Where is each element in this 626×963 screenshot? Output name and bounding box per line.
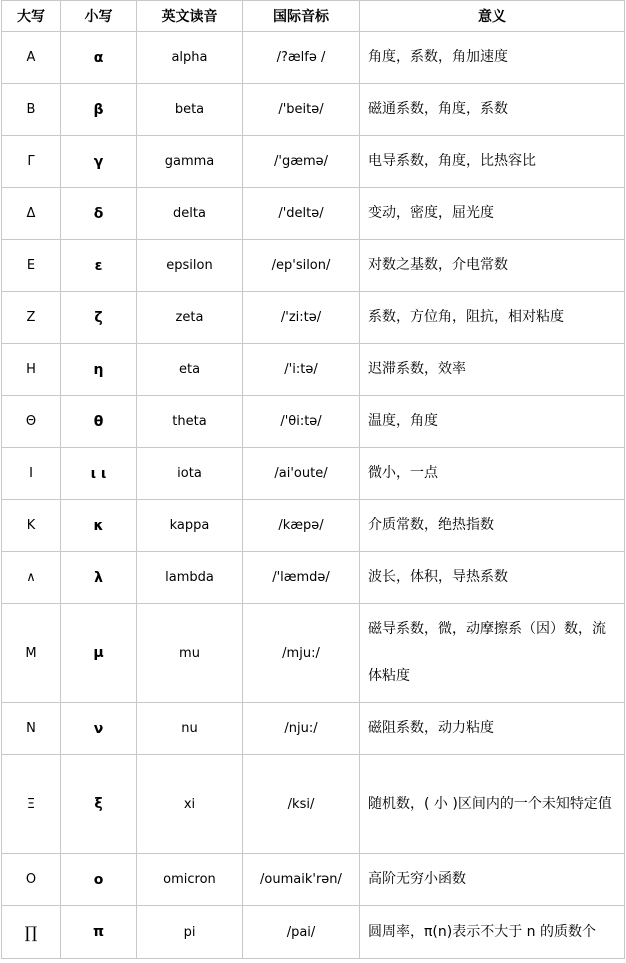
uppercase-cell: Θ [2,396,61,448]
table-row [2,604,625,703]
table-row [2,292,625,344]
ipa-cell: /mju:/ [243,604,360,703]
lowercase-cell: θ [61,396,137,448]
english-name-cell: lambda [137,552,243,604]
english-name-cell: kappa [137,500,243,552]
table-row [2,448,625,500]
ipa-cell: /kæpə/ [243,500,360,552]
uppercase-cell: M [2,604,61,703]
table-row [2,755,625,854]
meaning-cell: 变动，密度，屈光度 [360,188,625,240]
ipa-cell: /'i:tə/ [243,344,360,396]
ipa-cell: /oumaik'rən/ [243,854,360,906]
ipa-cell: /nju:/ [243,703,360,755]
uppercase-cell: K [2,500,61,552]
english-name-cell: zeta [137,292,243,344]
table-row [2,854,625,906]
meaning-cell: 对数之基数，介电常数 [360,240,625,292]
meaning-cell: 磁导系数，微，动摩擦系（因）数，流体粘度 [360,604,625,703]
lowercase-cell: κ [61,500,137,552]
ipa-cell: /?ælfə / [243,32,360,84]
header-lowercase: 小写 [61,1,137,32]
english-name-cell: nu [137,703,243,755]
uppercase-cell: ∧ [2,552,61,604]
table-row [2,906,625,959]
meaning-cell: 系数，方位角，阻抗，相对粘度 [360,292,625,344]
meaning-cell: 介质常数，绝热指数 [360,500,625,552]
meaning-cell: 圆周率，π(n)表示不大于 n 的质数个 [360,906,625,959]
lowercase-cell: ι ι [61,448,137,500]
lowercase-cell: ε [61,240,137,292]
table-row [2,552,625,604]
table-row [2,396,625,448]
table-row [2,703,625,755]
meaning-cell: 磁阻系数，动力粘度 [360,703,625,755]
table-row [2,84,625,136]
lowercase-cell: δ [61,188,137,240]
header-english-name: 英文读音 [137,1,243,32]
lowercase-cell: ξ [61,755,137,854]
lowercase-cell: π [61,906,137,959]
english-name-cell: gamma [137,136,243,188]
english-name-cell: delta [137,188,243,240]
lowercase-cell: ο [61,854,137,906]
lowercase-cell: γ [61,136,137,188]
uppercase-cell: B [2,84,61,136]
ipa-cell: /ksi/ [243,755,360,854]
english-name-cell: omicron [137,854,243,906]
meaning-cell: 电导系数，角度，比热容比 [360,136,625,188]
ipa-cell: /ai'oute/ [243,448,360,500]
table-row [2,500,625,552]
header-row [2,1,625,32]
header-meaning: 意义 [360,1,625,32]
uppercase-cell: Z [2,292,61,344]
meaning-cell: 迟滞系数，效率 [360,344,625,396]
header-uppercase: 大写 [2,1,61,32]
uppercase-cell: Δ [2,188,61,240]
uppercase-cell: O [2,854,61,906]
ipa-cell: /'gæmə/ [243,136,360,188]
meaning-cell: 角度，系数，角加速度 [360,32,625,84]
ipa-cell: /'beitə/ [243,84,360,136]
uppercase-cell: A [2,32,61,84]
english-name-cell: mu [137,604,243,703]
table-row [2,188,625,240]
uppercase-cell: N [2,703,61,755]
uppercase-cell: I [2,448,61,500]
uppercase-cell: H [2,344,61,396]
english-name-cell: xi [137,755,243,854]
ipa-cell: /'θi:tə/ [243,396,360,448]
meaning-cell: 微小，一点 [360,448,625,500]
meaning-cell: 随机数，( 小 )区间内的一个未知特定值 [360,755,625,854]
ipa-cell: /'deltə/ [243,188,360,240]
uppercase-cell: E [2,240,61,292]
lowercase-cell: β [61,84,137,136]
english-name-cell: iota [137,448,243,500]
english-name-cell: alpha [137,32,243,84]
uppercase-cell: Γ [2,136,61,188]
english-name-cell: eta [137,344,243,396]
table-row [2,136,625,188]
lowercase-cell: η [61,344,137,396]
lowercase-cell: ν [61,703,137,755]
table-row [2,32,625,84]
meaning-cell: 磁通系数，角度，系数 [360,84,625,136]
header-ipa: 国际音标 [243,1,360,32]
uppercase-cell: Ξ [2,755,61,854]
lowercase-cell: μ [61,604,137,703]
english-name-cell: pi [137,906,243,959]
table-row [2,240,625,292]
uppercase-cell: ∏ [2,906,61,959]
ipa-cell: /pai/ [243,906,360,959]
english-name-cell: theta [137,396,243,448]
ipa-cell: /'zi:tə/ [243,292,360,344]
ipa-cell: /ep'silon/ [243,240,360,292]
lowercase-cell: α [61,32,137,84]
table-row [2,344,625,396]
greek-alphabet-table [1,0,625,959]
meaning-cell: 高阶无穷小函数 [360,854,625,906]
english-name-cell: beta [137,84,243,136]
english-name-cell: epsilon [137,240,243,292]
meaning-cell: 温度，角度 [360,396,625,448]
lowercase-cell: λ [61,552,137,604]
lowercase-cell: ζ [61,292,137,344]
meaning-cell: 波长，体积，导热系数 [360,552,625,604]
ipa-cell: /'læmdə/ [243,552,360,604]
